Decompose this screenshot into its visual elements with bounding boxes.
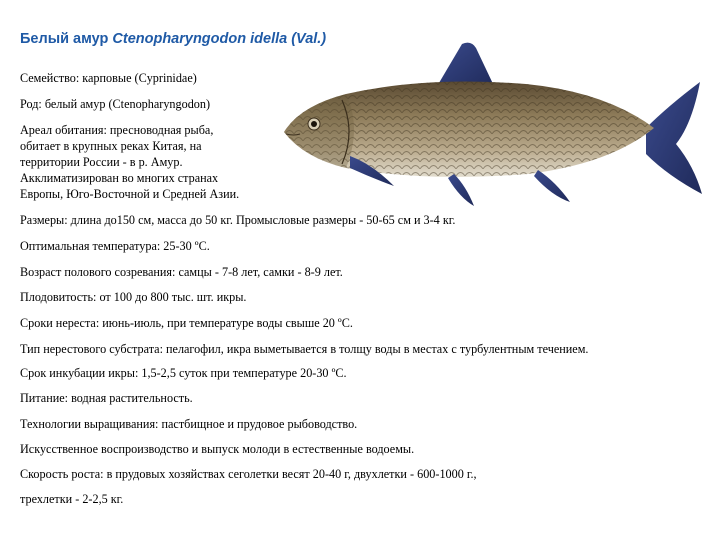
pelvic-fin — [448, 174, 474, 206]
fact-spawning-substrate: Тип нерестового субстрата: пелагофил, икра выметывается в толщу воды в местах с турбулентным течением. — [20, 342, 589, 356]
habitat-line: Ареал обитания: пресноводная рыба, — [20, 123, 214, 137]
family-line: Семейство: карповые (Cyprinidae) — [20, 71, 197, 85]
fact-growth-rate-cont: трехлетки - 2-2,5 кг. — [20, 492, 124, 506]
dorsal-fin — [436, 43, 494, 88]
title-common-name: Белый амур — [20, 31, 109, 47]
genus-line: Род: белый амур (Ctenopharyngodon) — [20, 97, 211, 111]
habitat-line: обитает в крупных реках Китая, на — [20, 139, 202, 153]
fact-growth-rate: Скорость роста: в прудовых хозяйствах сеголетки весят 20-40 г, двухлетки - 600-1000 г., — [20, 467, 477, 481]
tail-fin — [646, 82, 702, 194]
fact-technologies: Технологии выращивания: пастбищное и прудовое рыбоводство. — [20, 417, 358, 431]
fact-spawning-period: Сроки нереста: июнь-июль, при температуре воды свыше 20 ºС. — [20, 316, 353, 330]
anal-fin — [534, 170, 570, 202]
fact-incubation: Срок инкубации икры: 1,5-2,5 суток при температуре 20-30 ºС. — [20, 366, 347, 380]
habitat-line: Акклиматизирован во многих странах — [20, 171, 219, 185]
fact-fecundity: Плодовитость: от 100 до 800 тыс. шт. икры. — [20, 290, 247, 304]
habitat-line: территории России - в р. Амур. — [20, 155, 183, 169]
fact-diet: Питание: водная растительность. — [20, 391, 193, 405]
fact-reproduction: Искусственное воспроизводство и выпуск молоди в естественные водоемы. — [20, 442, 415, 456]
grass-carp-fish-illustration — [276, 36, 708, 208]
fact-temperature: Оптимальная температура: 25-30 ºС. — [20, 239, 210, 253]
fact-maturity-age: Возраст полового созревания: самцы - 7-8 лет, самки - 8-9 лет. — [20, 265, 343, 279]
title-latin-name: Ctenopharyngodon idella (Val.) — [112, 31, 327, 47]
fact-size: Размеры: длина до150 см, масса до 50 кг. Промысловые размеры - 50-65 см и 3-4 кг. — [20, 213, 456, 227]
habitat-line: Европы, Юго-Восточной и Средней Азии. — [20, 187, 240, 201]
